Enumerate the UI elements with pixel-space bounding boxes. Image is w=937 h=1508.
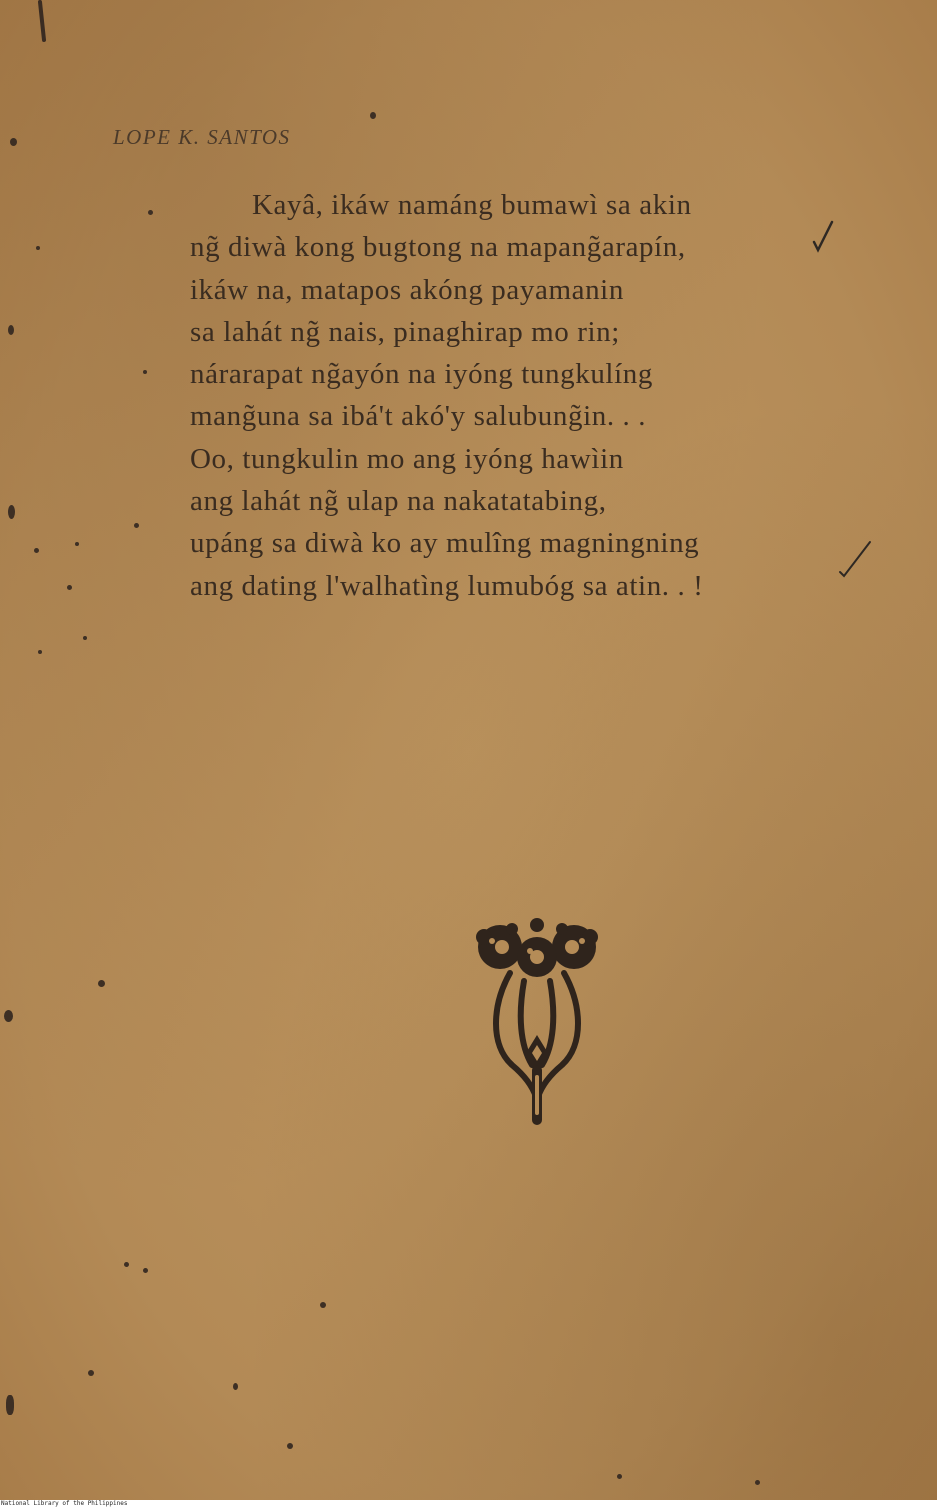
paper-speck <box>8 505 15 519</box>
paper-speck <box>75 542 79 546</box>
paper-speck <box>36 246 40 250</box>
poem-line-4: sa lahát ng̃ nais, pinaghirap mo rin; <box>190 315 620 348</box>
paper-speck <box>617 1474 622 1479</box>
poem-line-10: ang dating l'walhatìng lumubóg sa atin. . ! <box>190 569 704 602</box>
running-head-author: LOPE K. SANTOS <box>113 125 291 149</box>
poem-line-6: mang̃una sa ibá't akó'y salubung̃in. . . <box>190 400 647 433</box>
floral-tailpiece-icon <box>462 915 612 1145</box>
paper-speck <box>4 1010 13 1022</box>
poem-line-9: upáng sa diwà ko ay mulîng magningning <box>190 527 700 560</box>
poem-line-5: nárarapat ng̃ayón na iyóng tungkulíng <box>190 358 653 391</box>
paper-speck <box>370 112 376 119</box>
paper-speck <box>233 1383 238 1390</box>
poem-line-3: ikáw na, matapos akóng payamanin <box>190 273 624 306</box>
paper-speck <box>10 138 17 146</box>
poem-line-2: ng̃ diwà kong bugtong na mapang̃arapín, <box>190 231 686 264</box>
paper-speck <box>755 1480 760 1485</box>
paper-speck <box>8 325 14 335</box>
paper-speck <box>98 980 105 987</box>
paper-speck <box>134 523 139 528</box>
pencil-check-mark-icon <box>808 218 838 258</box>
poem-stanza <box>190 184 830 607</box>
footer-credit: National Library of the Philippines <box>0 1500 937 1508</box>
paper-speck <box>143 370 147 374</box>
poem-line-8: ang lahát ng̃ ulap na nakatatabing, <box>190 485 607 518</box>
paper-speck <box>287 1443 293 1449</box>
paper-speck <box>124 1262 129 1267</box>
paper-speck <box>320 1302 326 1308</box>
paper-speck <box>6 1395 14 1415</box>
paper-speck <box>38 650 42 654</box>
paper-speck <box>88 1370 94 1376</box>
paper-speck <box>34 548 39 553</box>
paper-speck <box>143 1268 148 1273</box>
margin-tear-mark <box>28 0 58 50</box>
poem-line-7: Oo, tungkulin mo ang iyóng hawìin <box>190 442 624 475</box>
paper-speck <box>83 636 87 640</box>
poem-line-1: Kayâ, ikáw namáng bumawì sa akin <box>252 189 692 221</box>
paper-speck <box>148 210 153 215</box>
pencil-check-mark-icon <box>836 538 876 582</box>
paper-speck <box>67 585 72 590</box>
